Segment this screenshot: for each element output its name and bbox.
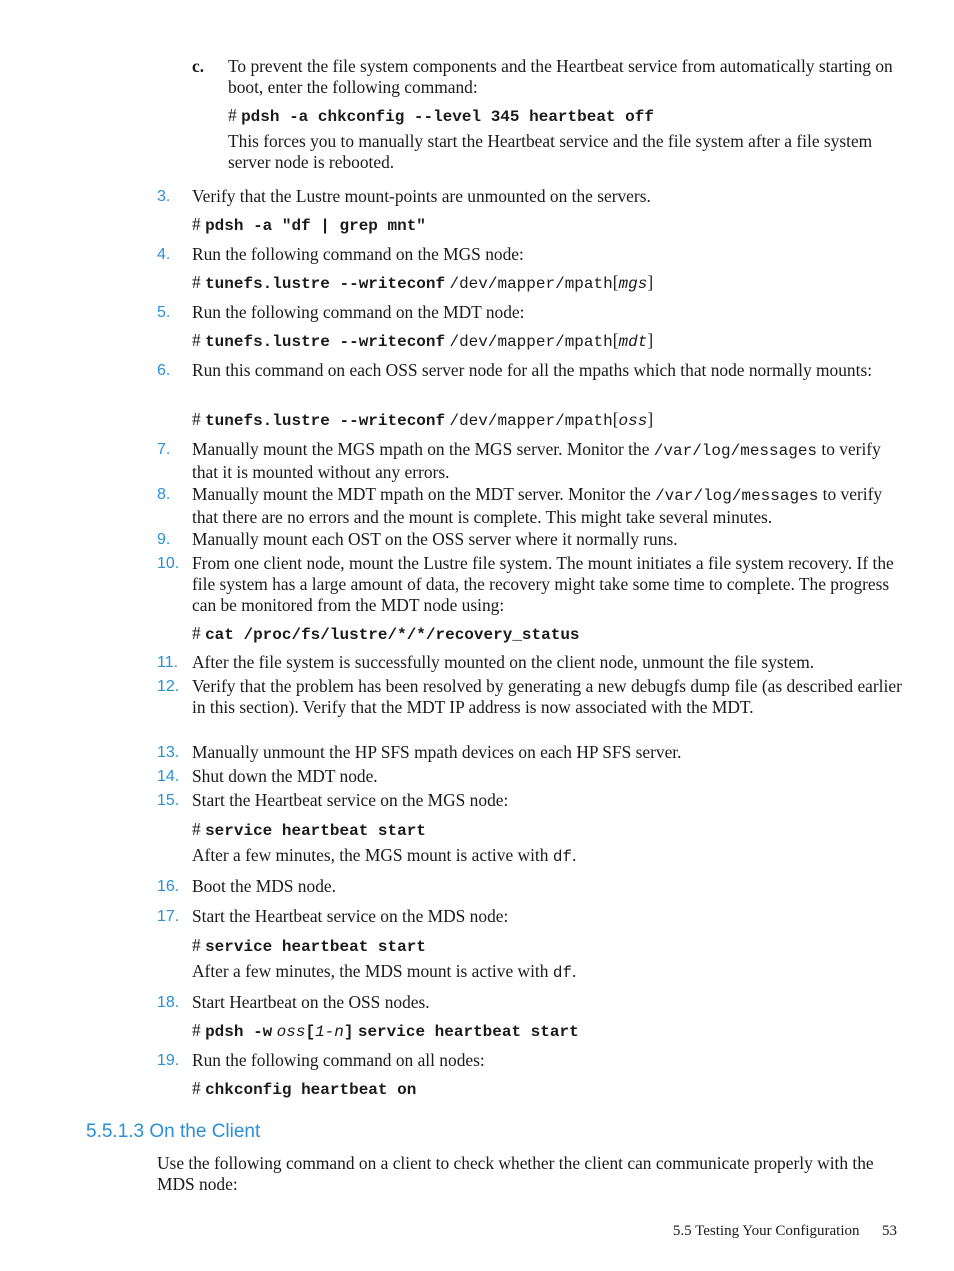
step-number: 18. <box>157 994 180 1011</box>
section-paragraph: Use the following command on a client to check whether the client can communicate properly with the MDS node: <box>157 1153 874 1194</box>
step-8-text: Manually mount the MDT mpath on the MDT server. Monitor the /var/log/messages to verify that there are no errors and the mount is complete. This might take several minutes. <box>192 484 883 527</box>
step-14-text: Shut down the MDT node. <box>192 766 378 786</box>
step-number: 12. <box>157 678 180 695</box>
step-6-text: Run this command on each OSS server node for all the mpaths which that node normally mounts: <box>192 360 873 380</box>
step-4-command: # tunefs.lustre --writeconf /dev/mapper/mpath[mgs] <box>192 272 654 293</box>
step-15-command <box>192 819 426 842</box>
footer-section: 5.5 Testing Your Configuration <box>672 1223 860 1239</box>
prompt: # <box>192 214 201 234</box>
prompt: # <box>192 272 201 292</box>
prompt: # <box>192 1020 201 1040</box>
step-17-command <box>192 935 426 958</box>
step-19-text: Run the following command on all nodes: <box>192 1050 485 1070</box>
step-number: 5. <box>157 304 171 321</box>
device-variable: mgs <box>618 275 648 293</box>
step-4-text: Run the following command on the MGS node: <box>192 244 524 264</box>
step-number: 8. <box>157 486 171 503</box>
command-text: tunefs.lustre --writeconf <box>205 412 446 430</box>
command-text: chkconfig heartbeat on <box>205 1081 417 1099</box>
step-16-text: Boot the MDS node. <box>192 876 336 896</box>
device-variable: mdt <box>618 333 648 351</box>
step-number: 11. <box>157 654 179 671</box>
step-15-note: After a few minutes, the MGS mount is active with df. <box>192 845 577 866</box>
step-18-text: Start Heartbeat on the OSS nodes. <box>192 992 430 1012</box>
step-number: 10. <box>157 555 180 572</box>
command-text: pdsh -a chkconfig --level 345 heartbeat off <box>241 108 654 126</box>
step-number: 7. <box>157 441 171 458</box>
device-path: /dev/mapper/mpath <box>449 275 613 293</box>
device-path: /dev/mapper/mpath <box>449 412 613 430</box>
command-text: cat /proc/fs/lustre/*/*/recovery_status <box>205 626 580 644</box>
step-number: 13. <box>157 744 180 761</box>
step-number: 3. <box>157 188 171 205</box>
step-number: 16. <box>157 878 180 895</box>
step-5-text: Run the following command on the MDT node: <box>192 302 525 322</box>
step-number: 4. <box>157 246 171 263</box>
command-text: tunefs.lustre --writeconf <box>205 333 446 351</box>
page-footer <box>673 1221 897 1242</box>
step-3-text: Verify that the Lustre mount-points are unmounted on the servers. <box>192 186 651 206</box>
step-17-text: Start the Heartbeat service on the MDS node: <box>192 906 509 926</box>
step-10-command <box>192 623 580 646</box>
step-11-text: After the file system is successfully mounted on the client node, unmount the file system. <box>192 652 815 672</box>
step-15-text: Start the Heartbeat service on the MGS node: <box>192 790 509 810</box>
step-number: 17. <box>157 908 180 925</box>
step-5-command: # tunefs.lustre --writeconf /dev/mapper/mpath[mdt] <box>192 330 654 351</box>
prompt: # <box>192 623 201 643</box>
step-number: 15. <box>157 792 180 809</box>
step-number: 6. <box>157 362 171 379</box>
prompt: # <box>192 819 201 839</box>
section-heading: 5.5.1.3 On the Client <box>86 1121 261 1142</box>
step-6-command: # tunefs.lustre --writeconf /dev/mapper/mpath[oss] <box>192 409 654 430</box>
command-text: service heartbeat start <box>205 822 426 840</box>
step-19-command <box>192 1078 416 1101</box>
step-number: 19. <box>157 1052 180 1069</box>
page-number: 53 <box>882 1223 897 1239</box>
step-c-label: c. <box>192 56 205 76</box>
log-path: /var/log/messages <box>655 487 819 505</box>
command-text: service heartbeat start <box>205 938 426 956</box>
device-path: /dev/mapper/mpath <box>449 333 613 351</box>
prompt: # <box>192 1078 201 1098</box>
command-text: tunefs.lustre --writeconf <box>205 275 446 293</box>
prompt: # <box>192 935 201 955</box>
prompt: # <box>192 409 201 429</box>
step-c-command <box>228 105 654 128</box>
step-18-command: # pdsh -w oss[1-n] service heartbeat start <box>192 1020 579 1041</box>
step-17-note: After a few minutes, the MDS mount is active with df. <box>192 961 577 982</box>
step-number: 14. <box>157 768 180 785</box>
step-number: 9. <box>157 531 171 548</box>
step-13-text: Manually unmount the HP SFS mpath devices on each HP SFS server. <box>192 742 682 762</box>
step-10-text: From one client node, mount the Lustre file system. The mount initiates a file system recovery. If the file system has a large amount of data, the recovery might take some time to complete. The progress can be monitored from the MDT node using: <box>192 553 894 615</box>
step-9-text: Manually mount each OST on the OSS server where it normally runs. <box>192 529 678 549</box>
command-text: pdsh -a "df | grep mnt" <box>205 217 426 235</box>
log-path: /var/log/messages <box>653 442 818 460</box>
step-c-text: To prevent the file system components and the Heartbeat service from automatically starting on boot, enter the following command: <box>228 56 893 97</box>
device-variable: oss <box>618 412 648 430</box>
prompt: # <box>228 105 237 125</box>
step-3-command <box>192 214 426 237</box>
step-7-text: Manually mount the MGS mpath on the MGS server. Monitor the /var/log/messages to verify that it is mounted without any errors. <box>192 439 881 482</box>
prompt: # <box>192 330 201 350</box>
step-12-text: Verify that the problem has been resolved by generating a new debugfs dump file (as described earlier in this section). Verify that the MDT IP address is now associated with the MDT. <box>192 676 902 717</box>
step-c-note: This forces you to manually start the Heartbeat service and the file system after a file system server node is rebooted. <box>228 131 873 172</box>
